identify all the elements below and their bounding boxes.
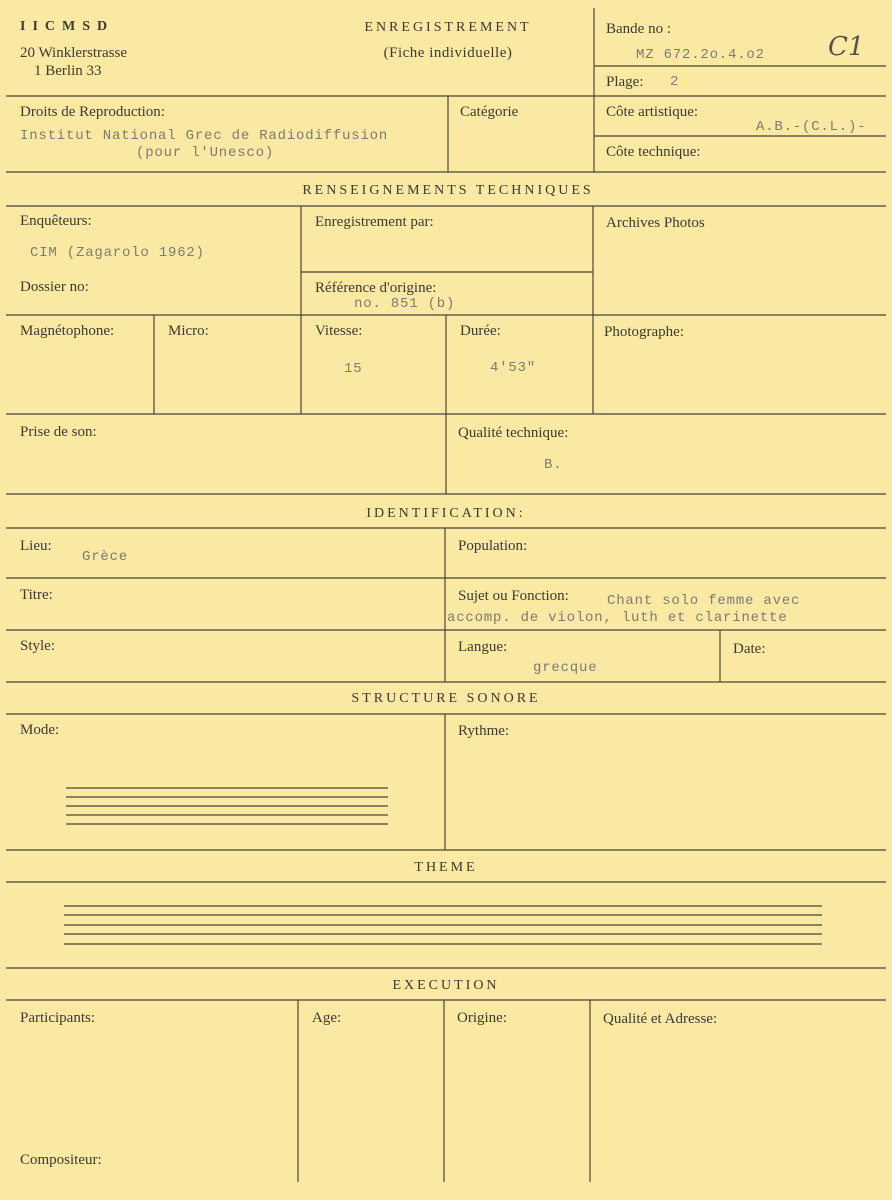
enregistrement-par-label: Enregistrement par: xyxy=(315,214,434,230)
droits-value-line2: (pour l'Unesco) xyxy=(136,145,275,161)
langue-label: Langue: xyxy=(458,639,508,655)
sujet-fonction-value-line1: Chant solo femme avec xyxy=(607,593,801,609)
bande-handwritten-mark: C1 xyxy=(828,32,865,62)
titre-label: Titre: xyxy=(20,587,53,603)
section-heading-technique: RENSEIGNEMENTS TECHNIQUES xyxy=(302,183,594,198)
categorie-label: Catégorie xyxy=(460,104,519,120)
lieu-value: Grèce xyxy=(82,549,129,565)
address-line-2: 1 Berlin 33 xyxy=(34,63,102,79)
enqueteurs-label: Enquêteurs: xyxy=(20,213,92,229)
qualite-technique-value: B. xyxy=(544,457,563,473)
rythme-label: Rythme: xyxy=(458,723,510,739)
compositeur-label: Compositeur: xyxy=(20,1152,102,1168)
micro-label: Micro: xyxy=(168,323,209,339)
address-line-1: 20 Winklerstrasse xyxy=(20,45,128,61)
cote-artistique-value: A.B.-(C.L.)- xyxy=(756,119,867,135)
card-subtitle: (Fiche individuelle) xyxy=(383,45,513,61)
age-label: Age: xyxy=(312,1010,342,1026)
section-heading-structure: STRUCTURE SONORE xyxy=(351,691,541,706)
organization-logo-text: IICMSD xyxy=(20,19,115,34)
participants-label: Participants: xyxy=(20,1010,95,1026)
card-title: ENREGISTREMENT xyxy=(364,20,532,35)
qualite-technique-label: Qualité technique: xyxy=(458,425,569,441)
lieu-label: Lieu: xyxy=(20,538,52,554)
plage-value: 2 xyxy=(670,74,680,90)
section-heading-execution: EXECUTION xyxy=(392,978,500,993)
section-heading-theme: THEME xyxy=(414,860,478,875)
plage-label: Plage: xyxy=(606,74,644,90)
qualite-adresse-label: Qualité et Adresse: xyxy=(603,1011,718,1027)
origine-label: Origine: xyxy=(457,1010,507,1026)
langue-value: grecque xyxy=(533,660,598,676)
prise-de-son-label: Prise de son: xyxy=(20,424,97,440)
population-label: Population: xyxy=(458,538,528,554)
enqueteurs-value: CIM (Zagarolo 1962) xyxy=(30,245,205,261)
archives-photos-label: Archives Photos xyxy=(606,215,705,231)
cote-technique-label: Côte technique: xyxy=(606,144,701,160)
reference-origine-label: Référence d'origine: xyxy=(315,280,437,296)
style-label: Style: xyxy=(20,638,56,654)
sujet-fonction-value-line2: accomp. de violon, luth et clarinette xyxy=(447,610,788,626)
date-label: Date: xyxy=(733,641,766,657)
sujet-fonction-label: Sujet ou Fonction: xyxy=(458,588,569,604)
bande-label: Bande no : xyxy=(606,21,671,37)
duree-value: 4'53" xyxy=(490,360,537,376)
droits-label: Droits de Reproduction: xyxy=(20,104,165,120)
reference-origine-value: no. 851 (b) xyxy=(354,296,456,312)
photographe-label: Photographe: xyxy=(604,324,684,340)
magnetophone-label: Magnétophone: xyxy=(20,323,115,339)
cote-artistique-label: Côte artistique: xyxy=(606,104,699,120)
dossier-label: Dossier no: xyxy=(20,279,89,295)
duree-label: Durée: xyxy=(460,323,501,339)
droits-value-line1: Institut National Grec de Radiodiffusion xyxy=(20,128,389,144)
vitesse-label: Vitesse: xyxy=(315,323,363,339)
section-heading-identification: IDENTIFICATION: xyxy=(366,506,526,521)
vitesse-value: 15 xyxy=(344,361,363,377)
mode-label: Mode: xyxy=(20,722,60,738)
bande-value: MZ 672.2o.4.o2 xyxy=(636,47,765,63)
